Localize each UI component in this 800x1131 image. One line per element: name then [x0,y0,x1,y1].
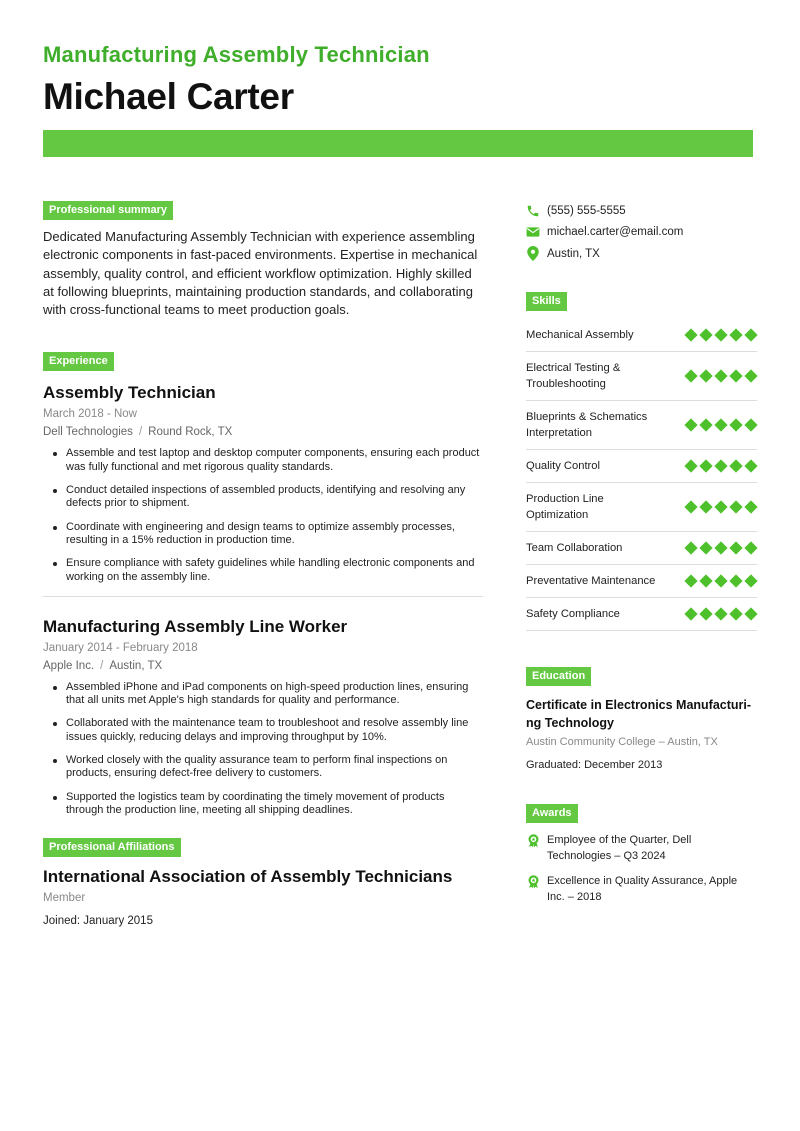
diamond-icon [744,369,757,382]
skill-row [526,319,757,352]
experience-bullet: Supported the logistics team by coordinating the timely movement of products through the production line, meeting all shipping deadlines. [43,791,483,818]
skills-tag: Skills [526,292,567,311]
email-text: michael.carter@email.com [547,226,684,239]
diamond-icon [744,328,757,341]
experience-bullets [43,681,483,817]
contact-section [526,200,757,265]
diamond-icon [699,459,712,472]
education-section [526,666,757,771]
experience-dates: March 2018 - Now [43,408,137,421]
education-graduated: Graduated: December 2013 [526,758,663,771]
awards-list [526,832,757,905]
skill-row [526,401,757,450]
experience-divider [43,596,483,597]
diamond-icon [729,459,742,472]
diamond-icon [699,500,712,513]
diamond-icon [729,328,742,341]
diamond-icon [744,607,757,620]
diamond-icon [729,418,742,431]
skills-list [526,319,757,631]
summary-tag: Professional summary [43,201,173,220]
candidate-name: Michael Carter [43,76,294,117]
job-title: Manufacturing Assembly Technician [43,42,430,67]
diamond-icon [714,500,727,513]
affiliations-section [43,837,483,927]
diamond-icon [684,607,697,620]
diamond-icon [744,459,757,472]
diamond-icon [699,574,712,587]
skill-name: Team Collaboration [526,541,623,554]
education-title: Certificate in Electronics Manufacturi- ng Technology [526,697,752,730]
diamond-icon [744,541,757,554]
skill-rating [685,575,757,587]
map-pin-icon [526,247,540,261]
experience-bullet: Ensure compliance with safety guidelines while handling electronic components and working on the assembly line. [43,557,483,584]
experience-company: Dell Technologies [43,426,133,439]
experience-item [43,617,483,817]
contact-email [526,222,757,244]
diamond-icon [699,369,712,382]
diamond-icon [699,418,712,431]
experience-item [43,383,483,596]
skill-rating [685,329,757,341]
skill-name: Blueprints & Schematics Interpretation [526,410,648,439]
education-tag: Education [526,667,591,686]
skill-row [526,483,757,532]
skill-rating [685,542,757,554]
diamond-icon [684,328,697,341]
affiliation-joined: Joined: January 2015 [43,915,153,928]
skill-rating [685,501,757,513]
award-badge-icon [526,874,541,889]
diamond-icon [699,328,712,341]
experience-section [43,351,483,817]
affiliations-tag: Professional Affiliations [43,838,181,857]
skill-name: Quality Control [526,459,600,472]
experience-bullets [43,447,483,583]
experience-dates: January 2014 - February 2018 [43,641,198,654]
diamond-icon [714,574,727,587]
location-text: Austin, TX [547,247,600,260]
experience-company: Apple Inc. [43,659,95,672]
summary-section [43,200,483,319]
skill-name: Mechanical Assembly [526,328,634,341]
experience-title: Assembly Technician [43,383,216,403]
experience-bullet: Coordinate with engineering and design teams to optimize assembly processes, resulting in a 15% reduction in production time. [43,521,483,548]
experience-company-line [43,660,483,672]
header-accent-bar [43,130,753,157]
diamond-icon [699,607,712,620]
skill-name: Electrical Testing & Troubleshooting [526,361,621,390]
diamond-icon [684,574,697,587]
awards-tag: Awards [526,804,578,823]
diamond-icon [714,459,727,472]
education-school: Austin Community College – Austin, TX [526,735,718,748]
diamond-icon [714,328,727,341]
experience-list [43,383,483,817]
skill-name: Production Line Optimization [526,492,604,521]
experience-location: Round Rock, TX [148,426,233,439]
skill-row [526,598,757,631]
diamond-icon [684,541,697,554]
experience-location: Austin, TX [109,659,163,672]
envelope-icon [526,225,540,239]
experience-bullet: Assembled iPhone and iPad components on high-speed production lines, ensuring that all units met Apple's high standards for quality and performance. [43,681,483,708]
diamond-icon [699,541,712,554]
affiliation-title: International Association of Assembly Technicians [43,867,453,887]
diamond-icon [714,369,727,382]
skill-row [526,565,757,598]
diamond-icon [729,574,742,587]
skill-rating [685,608,757,620]
experience-tag: Experience [43,352,114,371]
experience-title: Manufacturing Assembly Line Worker [43,616,348,636]
experience-company-line [43,426,483,438]
diamond-icon [744,418,757,431]
diamond-icon [744,574,757,587]
skills-section [526,291,757,631]
skill-name: Preventative Maintenance [526,574,656,587]
experience-bullet: Conduct detailed inspections of assembled products, identifying and resolving any defects prior to shipment. [43,484,483,511]
resume-header [43,42,753,118]
phone-text: (555) 555-5555 [547,204,626,217]
diamond-icon [684,500,697,513]
right-column [526,200,757,905]
experience-bullet: Worked closely with the quality assurance team to perform final inspections on products, ensuring defect-free delivery to customers. [43,754,483,781]
diamond-icon [684,369,697,382]
experience-bullet: Collaborated with the maintenance team to troubleshoot and resolve assembly line issues quickly, reducing delays and improving throughput by 10%. [43,717,483,744]
contact-location [526,243,757,265]
award-badge-icon [526,833,541,848]
diamond-icon [729,369,742,382]
diamond-icon [684,459,697,472]
diamond-icon [684,418,697,431]
phone-icon [526,204,540,218]
awards-section [526,803,757,905]
award-text: Employee of the Quarter, Dell Technologies – Q3 2024 [547,833,692,862]
skill-name: Safety Compliance [526,607,620,620]
skill-row [526,450,757,483]
diamond-icon [744,500,757,513]
left-column [43,200,483,927]
company-separator: / [138,426,143,439]
skill-row [526,532,757,565]
skill-rating [685,370,757,382]
award-text: Excellence in Quality Assurance, Apple Inc. – 2018 [547,874,738,903]
diamond-icon [714,607,727,620]
experience-bullet: Assemble and test laptop and desktop computer components, ensuring each product was fully functional and met rigorous quality standards. [43,447,483,474]
contact-phone [526,200,757,222]
summary-text: Dedicated Manufacturing Assembly Technician with experience assembling electronic components in fast-paced environments. Expertise in mechanical assembly, quality control, and efficient workflow optimization. Highly skilled at following blueprints, maintaining production standards, and collaborating with cross-functional teams to meet production goals. [43,229,478,318]
company-separator: / [100,659,104,672]
skill-rating [685,460,757,472]
award-item [526,832,757,864]
skill-row [526,352,757,401]
diamond-icon [729,541,742,554]
diamond-icon [714,541,727,554]
skill-rating [685,419,757,431]
diamond-icon [729,607,742,620]
affiliation-role: Member [43,892,86,905]
diamond-icon [714,418,727,431]
award-item [526,873,757,905]
diamond-icon [729,500,742,513]
